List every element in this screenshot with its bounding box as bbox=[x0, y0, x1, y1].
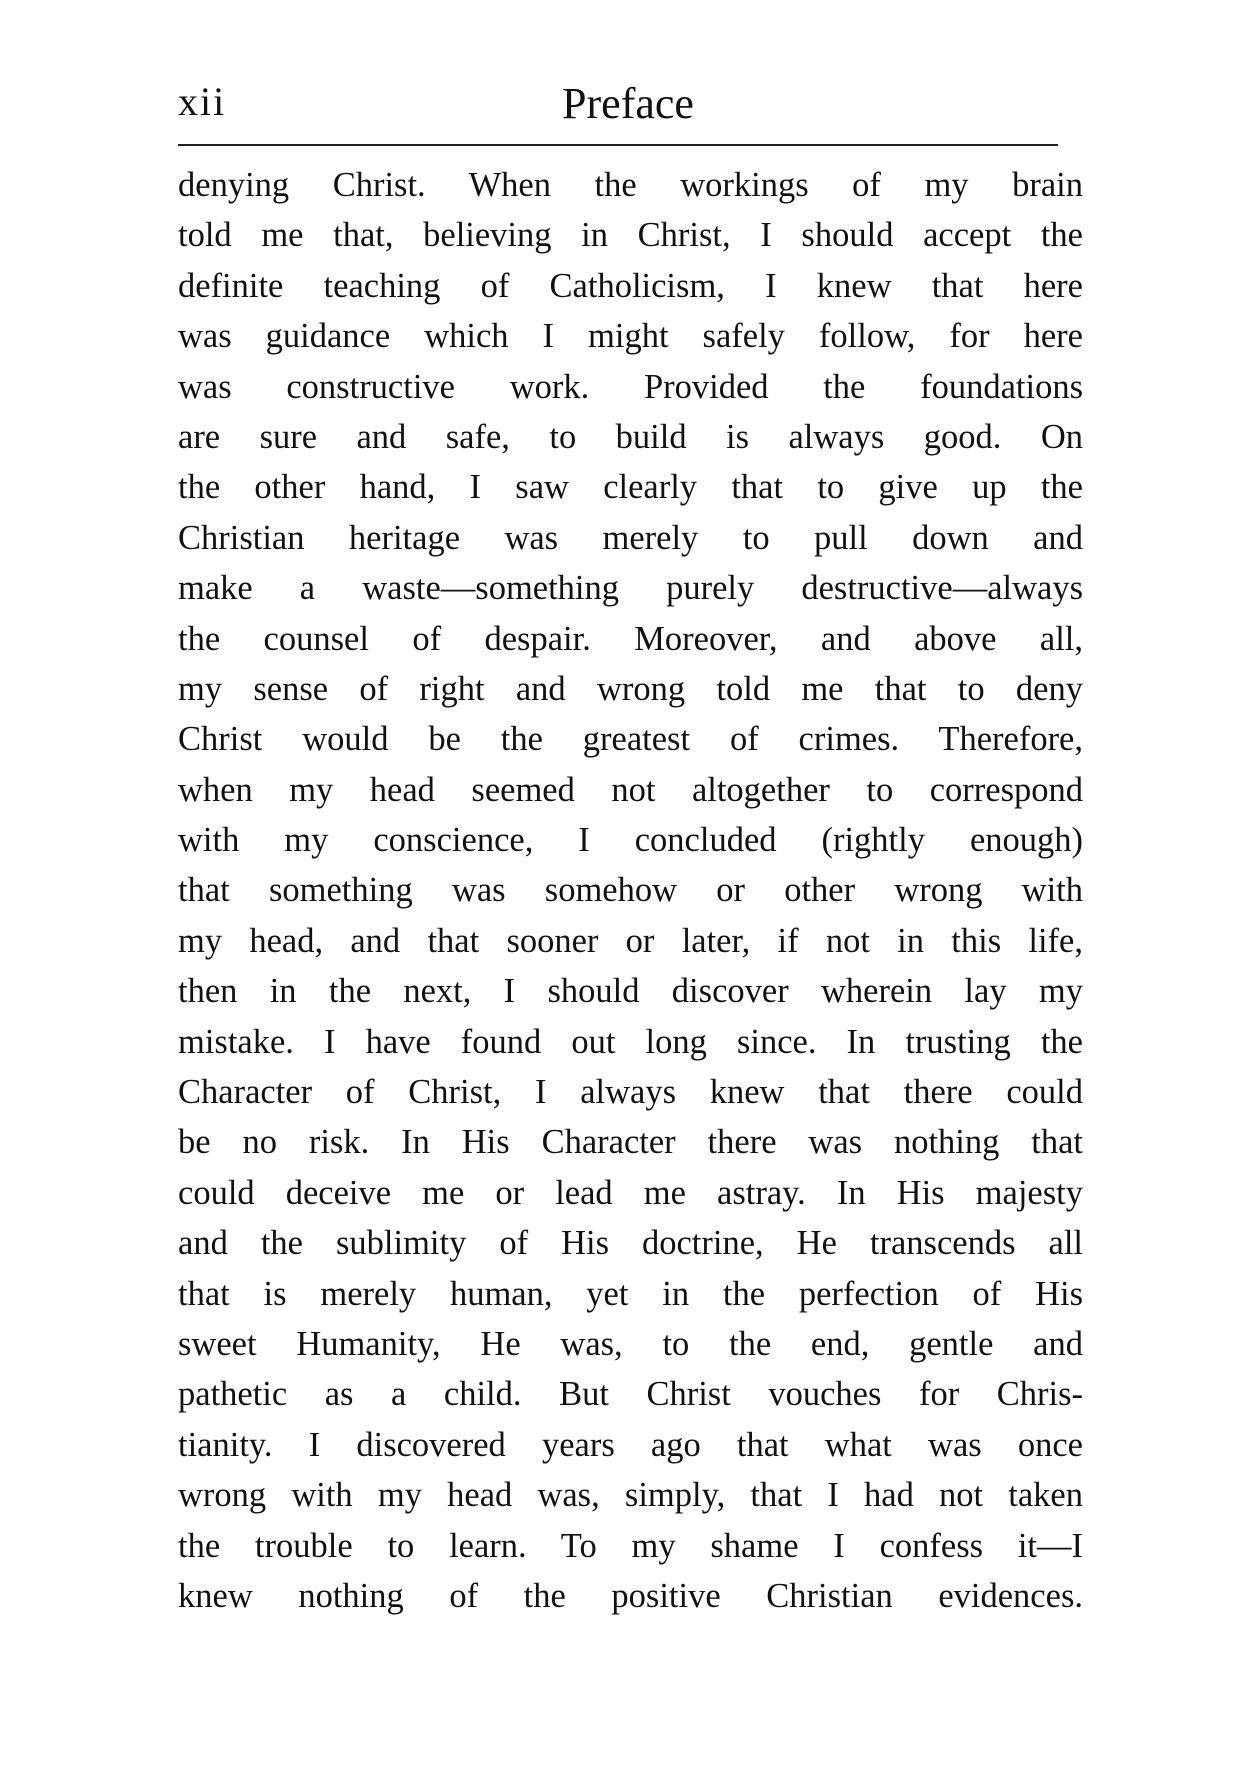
text-line: Christ would be the greatest of crimes. Therefore, bbox=[178, 720, 1083, 759]
text-line: my head, and that sooner or later, if not in this life, bbox=[178, 921, 1083, 960]
text-line: sweet Humanity, He was, to the end, gentle and bbox=[178, 1324, 1083, 1363]
text-line: mistake. I have found out long since. In trusting the bbox=[178, 1022, 1083, 1061]
page-header bbox=[178, 70, 1058, 130]
header-rule bbox=[178, 144, 1058, 146]
text-line: that something was somehow or other wrong with bbox=[178, 871, 1083, 910]
text-line: knew nothing of the positive Christian evidences. bbox=[178, 1576, 1083, 1615]
text-line: and the sublimity of His doctrine, He transcends all bbox=[178, 1224, 1083, 1263]
text-line: wrong with my head was, simply, that I had not taken bbox=[178, 1476, 1083, 1515]
text-line: Christian heritage was merely to pull down and bbox=[178, 518, 1083, 557]
text-line: denying Christ. When the workings of my brain bbox=[178, 166, 1083, 204]
text-line: tianity. I discovered years ago that what was once bbox=[178, 1425, 1083, 1464]
text-line: the trouble to learn. To my shame I confess it—I bbox=[178, 1526, 1083, 1565]
text-line: with my conscience, I concluded (rightly enough) bbox=[178, 821, 1083, 860]
text-line: be no risk. In His Character there was nothing that bbox=[178, 1123, 1083, 1162]
text-line: the counsel of despair. Moreover, and above all, bbox=[178, 619, 1083, 658]
text-line: when my head seemed not altogether to correspond bbox=[178, 770, 1083, 809]
text-line: Character of Christ, I always knew that there could bbox=[178, 1073, 1083, 1112]
text-line: told me that, believing in Christ, I should accept the bbox=[178, 216, 1083, 255]
text-line: the other hand, I saw clearly that to give up the bbox=[178, 468, 1083, 507]
text-line: that is merely human, yet in the perfection of His bbox=[178, 1274, 1083, 1313]
text-line: are sure and safe, to build is always good. On bbox=[178, 417, 1083, 456]
text-line: make a waste—something purely destructive—always bbox=[178, 569, 1083, 608]
body-text bbox=[178, 160, 1083, 1621]
text-line: was guidance which I might safely follow, for here bbox=[178, 317, 1083, 356]
running-title: Preface bbox=[562, 79, 694, 128]
text-line: then in the next, I should discover wherein lay my bbox=[178, 972, 1083, 1011]
page-number: xii bbox=[178, 79, 227, 124]
text-line: could deceive me or lead me astray. In His majesty bbox=[178, 1173, 1083, 1212]
text-line: definite teaching of Catholicism, I knew that here bbox=[178, 266, 1083, 305]
text-line: pathetic as a child. But Christ vouches for Chris- bbox=[178, 1375, 1083, 1414]
text-line: my sense of right and wrong told me that to deny bbox=[178, 669, 1083, 708]
text-line: was constructive work. Provided the foundations bbox=[178, 367, 1083, 406]
